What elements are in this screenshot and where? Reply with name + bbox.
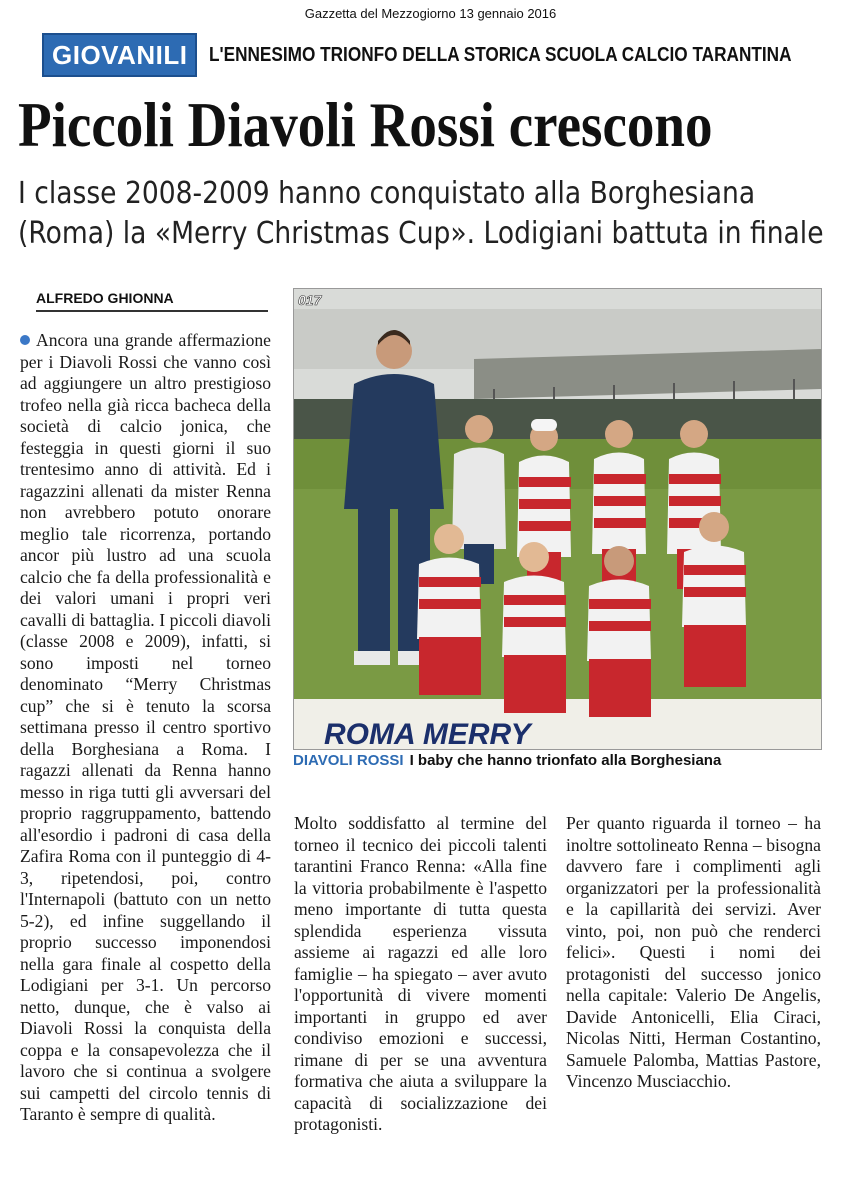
- photo-caption: [293, 752, 820, 769]
- headline: Piccoli Diavoli Rossi crescono: [18, 89, 713, 160]
- column-1-text: Ancora una grande affermazione per i Diavoli Rossi che vanno così ad aggiungere un altro prestigioso trofeo nella già ricca bacheca della società di calcio jonica, che festeggia in questi giorni il suo trentesimo anno di attività. Ed i ragazzini allenati da mister Renna non avrebbero potuto onorare meglio tale ricorrenza, portando ancor più lustro ad una scuola calcio che fa della professionalità e dei valori umani i propri veri cavalli di battaglia. I piccoli diavoli (classe 2008 e 2009), infatti, si sono imposti nel torneo denominato “Merry Christmas cup” che si è tenuto la scorsa settimana presso il centro sportivo della Borghesiana a Roma. I ragazzi allenati da Renna hanno messo in riga tutti gli avversari del proprio raggruppamento, battendo all'esordio i padroni di casa della Zafira Roma con il punteggio di 4-3, ripetendosi, poi, contro l'Internapoli (battuto con un netto 5-2), ed infine suggellando il proprio successo imponendosi nella gara finale al cospetto della Lodigiani per 3-1. Un percorso netto, dunque, che è valso ai Diavoli Rossi la conquista della coppa e la consapevolezza che il lavoro che si continua a svolgere sui campetti del circolo tennis di Taranto è sempre di qualità.: [20, 330, 271, 1124]
- team-photo-illustration: [294, 289, 821, 749]
- photo-corner-mark: 017: [298, 292, 322, 308]
- byline-wrap: [36, 290, 268, 312]
- body-column-1: [20, 330, 271, 1126]
- kicker-row: [42, 34, 861, 76]
- subhead: I classe 2008-2009 hanno conquistato alla Borghesiana (Roma) la «Merry Christmas Cup». Lodigiani battuta in finale: [18, 176, 824, 251]
- team-photo: [293, 288, 822, 750]
- byline: ALFREDO GHIONNA: [36, 290, 174, 306]
- caption-lead: DIAVOLI ROSSI: [293, 752, 404, 769]
- kicker: L'ENNESIMO TRIONFO DELLA STORICA SCUOLA CALCIO TARANTINA: [209, 43, 792, 66]
- body-column-3: Per quanto riguarda il torneo – ha inoltre sottolineato Renna – bisogna davvero fare i complimenti agli organizzatori per la professionalità e la capillarità dei servizi. Aver vinto, poi, non può che renderci felici». Questi i nomi dei protagonisti del successo jonico nella capitale: Valerio De Angelis, Davide Antonicelli, Elia Ciraci, Nicolas Nitti, Herman Costantino, Samuele Palomba, Mattias Pastore, Vincenzo Musciacchio.: [566, 813, 821, 1091]
- section-tag: GIOVANILI: [42, 33, 197, 77]
- photo-banner-text: ROMA MERRY: [324, 718, 531, 749]
- caption-text: I baby che hanno trionfato alla Borghesiana: [409, 752, 722, 769]
- bullet-icon: [20, 335, 30, 345]
- source-line: Gazzetta del Mezzogiorno 13 gennaio 2016: [304, 6, 557, 21]
- body-column-2: Molto soddisfatto al termine del torneo il tecnico dei piccoli talenti tarantini Franco Renna: «Alla fine la vittoria probabilmente è l'aspetto meno importante di tutta questa splendida esperienza vissuta assieme ai ragazzi ed alle loro famiglie – ha spiegato – aver avuto l'opportunità di vivere momenti importanti in gruppo ed aver condiviso emozioni e successi, rimane di per se una avventura formativa che aiuta a sviluppare la capacità di socializzazione dei protagonisti.: [294, 813, 547, 1134]
